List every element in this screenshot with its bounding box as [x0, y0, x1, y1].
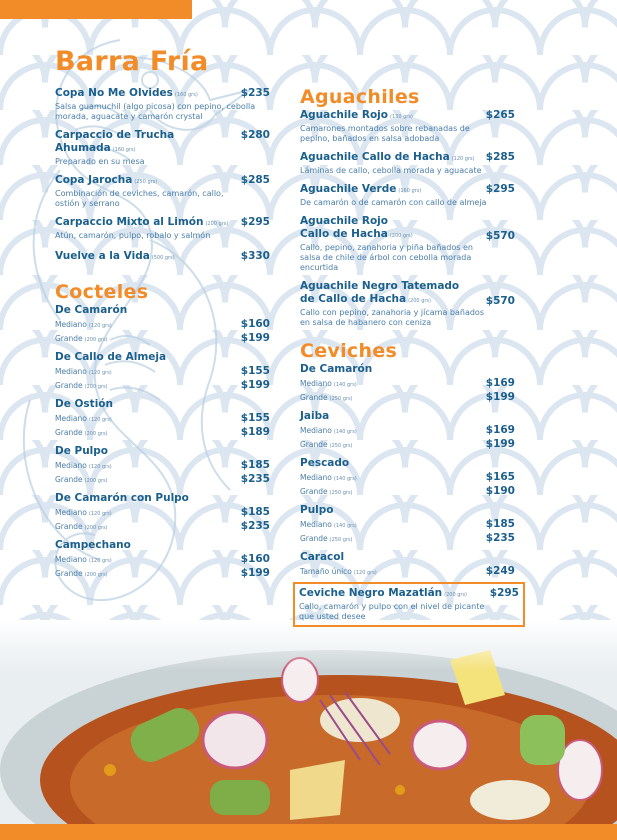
size-label: Grande	[300, 392, 328, 402]
size-label: Mediano	[55, 460, 87, 470]
size-grams: (250 grs)	[329, 536, 353, 543]
aguachiles-title: Aguachiles	[300, 86, 420, 108]
item-price: $295	[240, 216, 270, 228]
item-price: $280	[240, 129, 270, 141]
item-grams: (500 grs)	[151, 255, 175, 261]
size-label: Grande	[55, 427, 83, 437]
size-price: $199	[240, 566, 270, 579]
item-grams: (250 grs)	[134, 179, 158, 185]
bottom-accent-bar	[0, 824, 617, 840]
size-price: $185	[240, 505, 270, 518]
item-name: Caracol	[300, 551, 345, 563]
featured-item-box	[295, 584, 523, 625]
size-label: Grande	[300, 486, 328, 496]
item-grams: (200 grs)	[408, 298, 431, 304]
right-column	[299, 86, 519, 625]
menu-item	[55, 445, 270, 486]
item-name: Aguachile Rojo	[300, 109, 388, 121]
size-price: $235	[240, 472, 270, 485]
size-grams: (250 grs)	[329, 395, 353, 402]
item-price: $295	[485, 183, 515, 195]
top-accent-bar	[0, 0, 192, 19]
size-price: $165	[485, 470, 515, 483]
item-name: Jaiba	[300, 410, 330, 422]
item-grams: (160 grs)	[174, 92, 198, 98]
menu-item	[55, 216, 270, 241]
item-name: De Ostión	[55, 398, 113, 410]
item-name: De Callo de Almeja	[55, 351, 167, 363]
menu-item	[55, 492, 270, 533]
item-name: Pulpo	[300, 504, 334, 516]
size-label: Mediano	[55, 319, 87, 329]
size-grams: (120 grs)	[353, 569, 377, 576]
size-label: Grande	[55, 380, 83, 390]
item-name: Vuelve a la Vida	[55, 250, 150, 262]
item-price: $570	[485, 295, 515, 307]
item-desc: Callo, pepino, zanahoria y piña bañados en salsa de chile de árbol con cebolla morada encurtida	[300, 243, 473, 272]
size-price: $155	[240, 411, 270, 424]
item-price: $570	[485, 230, 515, 242]
size-price: $189	[240, 425, 270, 438]
item-desc: Salsa guamuchil (algo picosa) con pepino, cebolla morada, aguacate y camarón crystal	[55, 102, 256, 121]
size-price: $185	[485, 517, 515, 530]
size-grams: (250 grs)	[329, 489, 353, 496]
size-price: $169	[485, 376, 515, 389]
size-label: Grande	[55, 474, 83, 484]
menu-item	[55, 398, 270, 439]
menu-item	[300, 215, 515, 273]
item-desc: Callo, camarón y pulpo con el nivel de picante que usted desee	[299, 602, 485, 621]
item-price: $265	[485, 109, 515, 121]
item-name: De Camarón	[300, 363, 373, 375]
size-price: $249	[485, 564, 515, 577]
size-grams: (200 grs)	[84, 571, 108, 578]
item-grams: (160 grs)	[112, 147, 136, 153]
item-price: $235	[240, 87, 270, 99]
menu-item	[300, 551, 515, 578]
barra-fria-title: Barra Fría	[55, 46, 209, 77]
menu-item	[300, 410, 515, 451]
size-price: $199	[485, 437, 515, 450]
size-label: Mediano	[55, 507, 87, 517]
size-price: $155	[240, 364, 270, 377]
item-name: De Camarón	[55, 304, 128, 316]
item-name: Aguachile Verde	[300, 183, 397, 195]
item-name: Aguachile Callo de Hacha	[300, 151, 450, 163]
size-label: Mediano	[300, 519, 332, 529]
item-desc: Atún, camarón, pulpo, robalo y salmón	[55, 231, 211, 240]
item-name: De Pulpo	[55, 445, 108, 457]
size-grams: (200 grs)	[84, 524, 108, 531]
size-grams: (200 grs)	[84, 336, 108, 343]
size-label: Grande	[55, 333, 83, 343]
item-desc: Camarones montados sobre rebanadas de pepino, bañados en salsa adobada	[300, 124, 470, 143]
size-grams: (120 grs)	[88, 369, 112, 376]
size-grams: (200 grs)	[84, 477, 108, 484]
item-name: Copa Jarocha	[55, 174, 133, 186]
cocteles-title: Cocteles	[55, 281, 149, 303]
item-grams: (200 grs)	[205, 221, 229, 227]
item-grams: (160 grs)	[398, 188, 422, 194]
size-grams: (200 grs)	[84, 430, 108, 437]
size-label: Mediano	[55, 366, 87, 376]
menu-item	[300, 363, 515, 404]
size-price: $235	[240, 519, 270, 532]
item-desc: Preparado en su mesa	[55, 157, 145, 166]
menu-item	[55, 129, 270, 167]
item-price: $295	[489, 587, 519, 599]
item-grams: (130 grs)	[390, 114, 413, 120]
menu-item	[55, 87, 270, 122]
size-price: $160	[240, 317, 270, 330]
item-name: Campechano	[55, 539, 131, 551]
size-grams: (120 grs)	[88, 463, 112, 470]
size-price: $235	[485, 531, 515, 544]
menu-item	[55, 539, 270, 580]
menu-item	[300, 151, 515, 176]
size-label: Grande	[55, 521, 83, 531]
item-price: $285	[485, 151, 515, 163]
size-price: $160	[240, 552, 270, 565]
item-desc: Callo con pepino, zanahoria y jícama bañados en salsa de habanero con ceniza	[300, 308, 484, 327]
size-price: $190	[485, 484, 515, 497]
item-price: $285	[240, 174, 270, 186]
menu-item	[300, 109, 515, 144]
menu-item	[300, 183, 515, 208]
item-desc: Láminas de callo, cebolla morada y aguacate	[300, 166, 482, 175]
size-price: $199	[240, 378, 270, 391]
item-name: De Camarón con Pulpo	[55, 492, 189, 504]
size-grams: (250 grs)	[329, 442, 353, 449]
menu-item	[55, 351, 270, 392]
item-name: Aguachile Negro Tatemado de Callo de Hacha	[300, 280, 460, 305]
menu-item	[55, 250, 270, 265]
size-grams: (120 grs)	[88, 322, 112, 329]
item-desc: De camarón o de camarón con callo de almeja	[300, 198, 487, 207]
size-grams: (140 grs)	[333, 522, 357, 529]
size-price: $199	[240, 331, 270, 344]
item-grams: (200 grs)	[444, 592, 468, 598]
size-grams: (140 grs)	[333, 381, 357, 388]
size-label: Grande	[300, 439, 328, 449]
size-price: $199	[485, 390, 515, 403]
menu-item	[55, 174, 270, 209]
menu-item	[55, 304, 270, 345]
size-grams: (200 grs)	[84, 383, 108, 390]
item-desc: Combinación de ceviches, camarón, callo, ostión y serrano	[55, 189, 224, 208]
item-grams: (200 grs)	[389, 233, 413, 239]
size-grams: (120 grs)	[88, 510, 112, 517]
size-label: Mediano	[55, 554, 87, 564]
size-label: Mediano	[300, 378, 332, 388]
item-grams: (120 grs)	[451, 156, 475, 162]
size-grams: (120 grs)	[88, 557, 112, 564]
size-price: $169	[485, 423, 515, 436]
ceviche-photo	[0, 620, 617, 824]
ceviches-title: Ceviches	[300, 340, 398, 362]
size-grams: (120 grs)	[88, 416, 112, 423]
size-label: Tamaño único	[300, 566, 352, 576]
size-label: Mediano	[55, 413, 87, 423]
size-grams: (140 grs)	[333, 475, 357, 482]
size-label: Grande	[300, 533, 328, 543]
size-label: Mediano	[300, 472, 332, 482]
left-column	[55, 48, 270, 580]
size-label: Grande	[55, 568, 83, 578]
item-name: Carpaccio Mixto al Limón	[55, 216, 204, 228]
item-name: Copa No Me Olvides	[55, 87, 173, 99]
size-grams: (140 grs)	[333, 428, 357, 435]
item-name: Carpaccio de Trucha Ahumada	[55, 129, 175, 154]
menu-item	[300, 280, 515, 328]
item-price: $330	[240, 250, 270, 262]
item-name: Aguachile Rojo Callo de Hacha	[300, 215, 388, 240]
item-name: Ceviche Negro Mazatlán	[299, 587, 443, 599]
menu-item	[300, 457, 515, 498]
item-name: Pescado	[300, 457, 350, 469]
size-price: $185	[240, 458, 270, 471]
size-label: Mediano	[300, 425, 332, 435]
menu-item	[300, 504, 515, 545]
